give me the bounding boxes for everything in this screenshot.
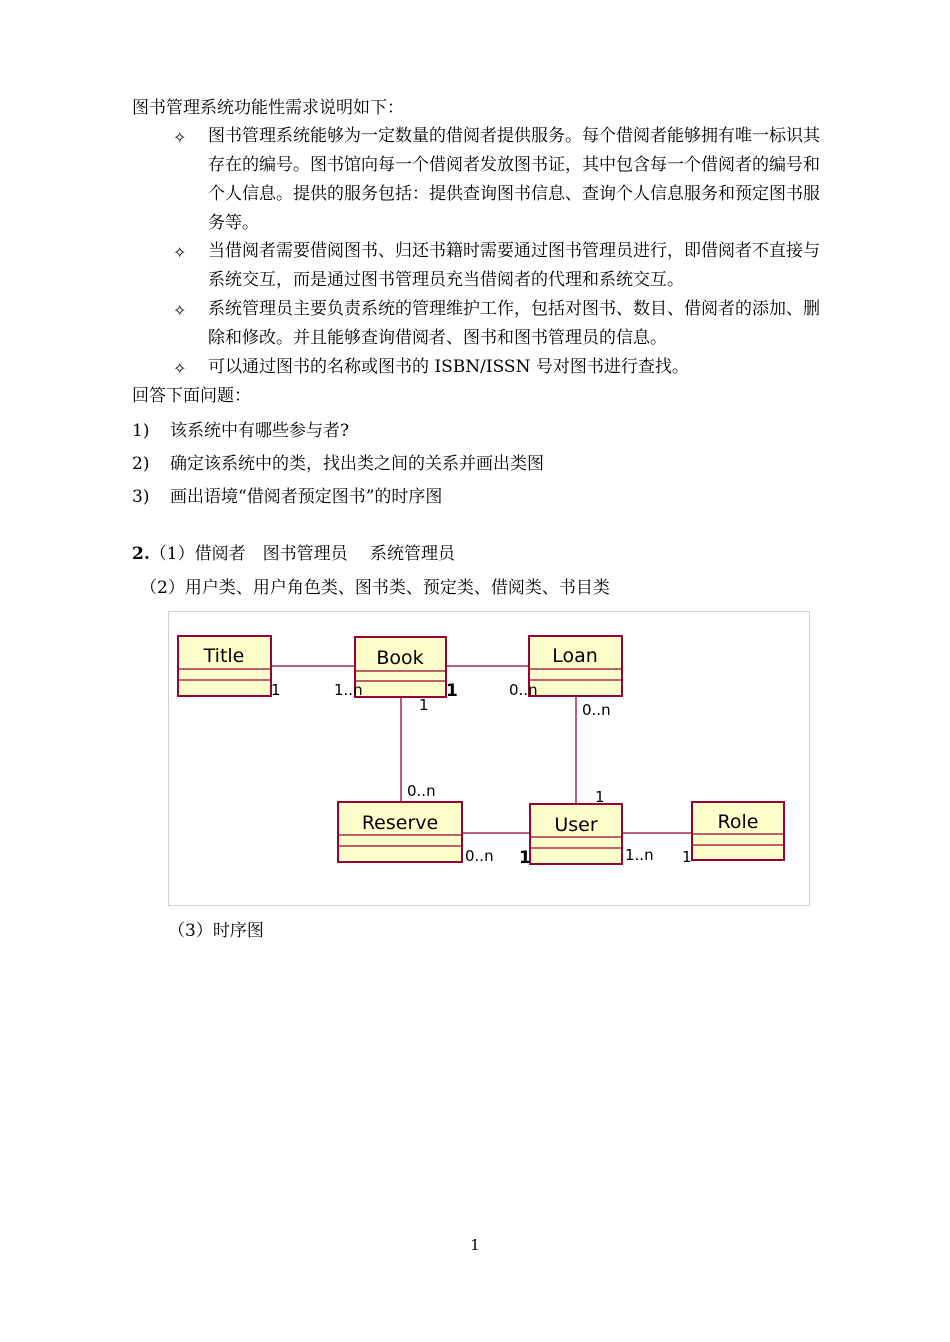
class-diagram [168, 611, 810, 906]
mult-reserve-user-reserve: 0..n [465, 847, 494, 865]
requirement-item: 可以通过图书的名称或图书的 ISBN/ISSN 号对图书进行查找。 [208, 357, 689, 377]
mult-title-book-title: 1 [271, 681, 281, 699]
requirement-item: 当借阅者需要借阅图书、归还书籍时需要通过图书管理员进行，即借阅者不直接与系统交互，而是通过图书管理员充当借阅者的代理和系统交互。 [208, 241, 820, 290]
mult-loan-user-loan: 0..n [582, 701, 611, 719]
class-role [692, 802, 784, 860]
multiplicities [271, 681, 692, 868]
mult-reserve-user-user: 1 [519, 848, 531, 868]
question-number: 2) [132, 454, 150, 474]
class-name: Loan [552, 645, 598, 667]
question-number: 1) [132, 421, 150, 441]
bullet-diamond-icon: ✧ [173, 243, 187, 262]
question-text: 该系统中有哪些参与者? [170, 421, 350, 441]
question-number: 3) [132, 487, 150, 507]
requirement-item: 图书管理系统能够为一定数量的借阅者提供服务。每个借阅者能够拥有唯一标识其存在的编号。图书馆向每一个借阅者发放图书证，其中包含每一个借阅者的编号和个人信息。提供的服务包括：提供查询图书信息、查询个人信息服务和预定图书服务等。 [208, 126, 820, 233]
page-number: 1 [470, 1236, 480, 1254]
mult-loan-user-user: 1 [595, 788, 605, 806]
class-loan [529, 636, 622, 696]
answer-part3: （3）时序图 [168, 921, 264, 941]
mult-title-book-book: 1..n [334, 681, 363, 699]
mult-book-reserve-book: 1 [419, 696, 429, 714]
class-name: Title [203, 645, 245, 667]
answer-part2: （2）用户类、用户角色类、图书类、预定类、借阅类、书目类 [140, 578, 610, 598]
class-name: Reserve [361, 812, 439, 834]
class-title [178, 636, 271, 696]
mult-user-role-role: 1 [682, 848, 692, 866]
class-user [530, 804, 622, 864]
class-diagram-canvas [169, 612, 809, 905]
class-name: Role [717, 811, 759, 833]
bullet-diamond-icon: ✧ [173, 301, 187, 320]
mult-book-loan-book: 1 [446, 681, 458, 701]
answer-number: 2. [132, 544, 150, 564]
question-header: 回答下面问题： [132, 386, 251, 406]
mult-book-reserve-reserve: 0..n [407, 782, 436, 800]
class-name: User [554, 814, 598, 836]
class-book [355, 637, 446, 697]
class-name: Book [376, 647, 424, 669]
bullet-diamond-icon: ✧ [173, 128, 187, 147]
mult-book-loan-loan: 0..n [509, 681, 538, 699]
mult-user-role-user: 1..n [625, 846, 654, 864]
question-text: 画出语境“借阅者预定图书”的时序图 [170, 487, 443, 507]
intro-text: 图书管理系统功能性需求说明如下： [132, 98, 404, 118]
answer-actors: （1）借阅者 图书管理员 系统管理员 [149, 544, 455, 564]
bullet-diamond-icon: ✧ [173, 359, 187, 378]
requirement-item: 系统管理员主要负责系统的管理维护工作，包括对图书、数目、借阅者的添加、删除和修改。并且能够查询借阅者、图书和图书管理员的信息。 [208, 299, 820, 348]
answer-part1 [132, 543, 455, 565]
question-text: 确定该系统中的类，找出类之间的关系并画出类图 [170, 454, 544, 474]
class-reserve [338, 802, 462, 862]
